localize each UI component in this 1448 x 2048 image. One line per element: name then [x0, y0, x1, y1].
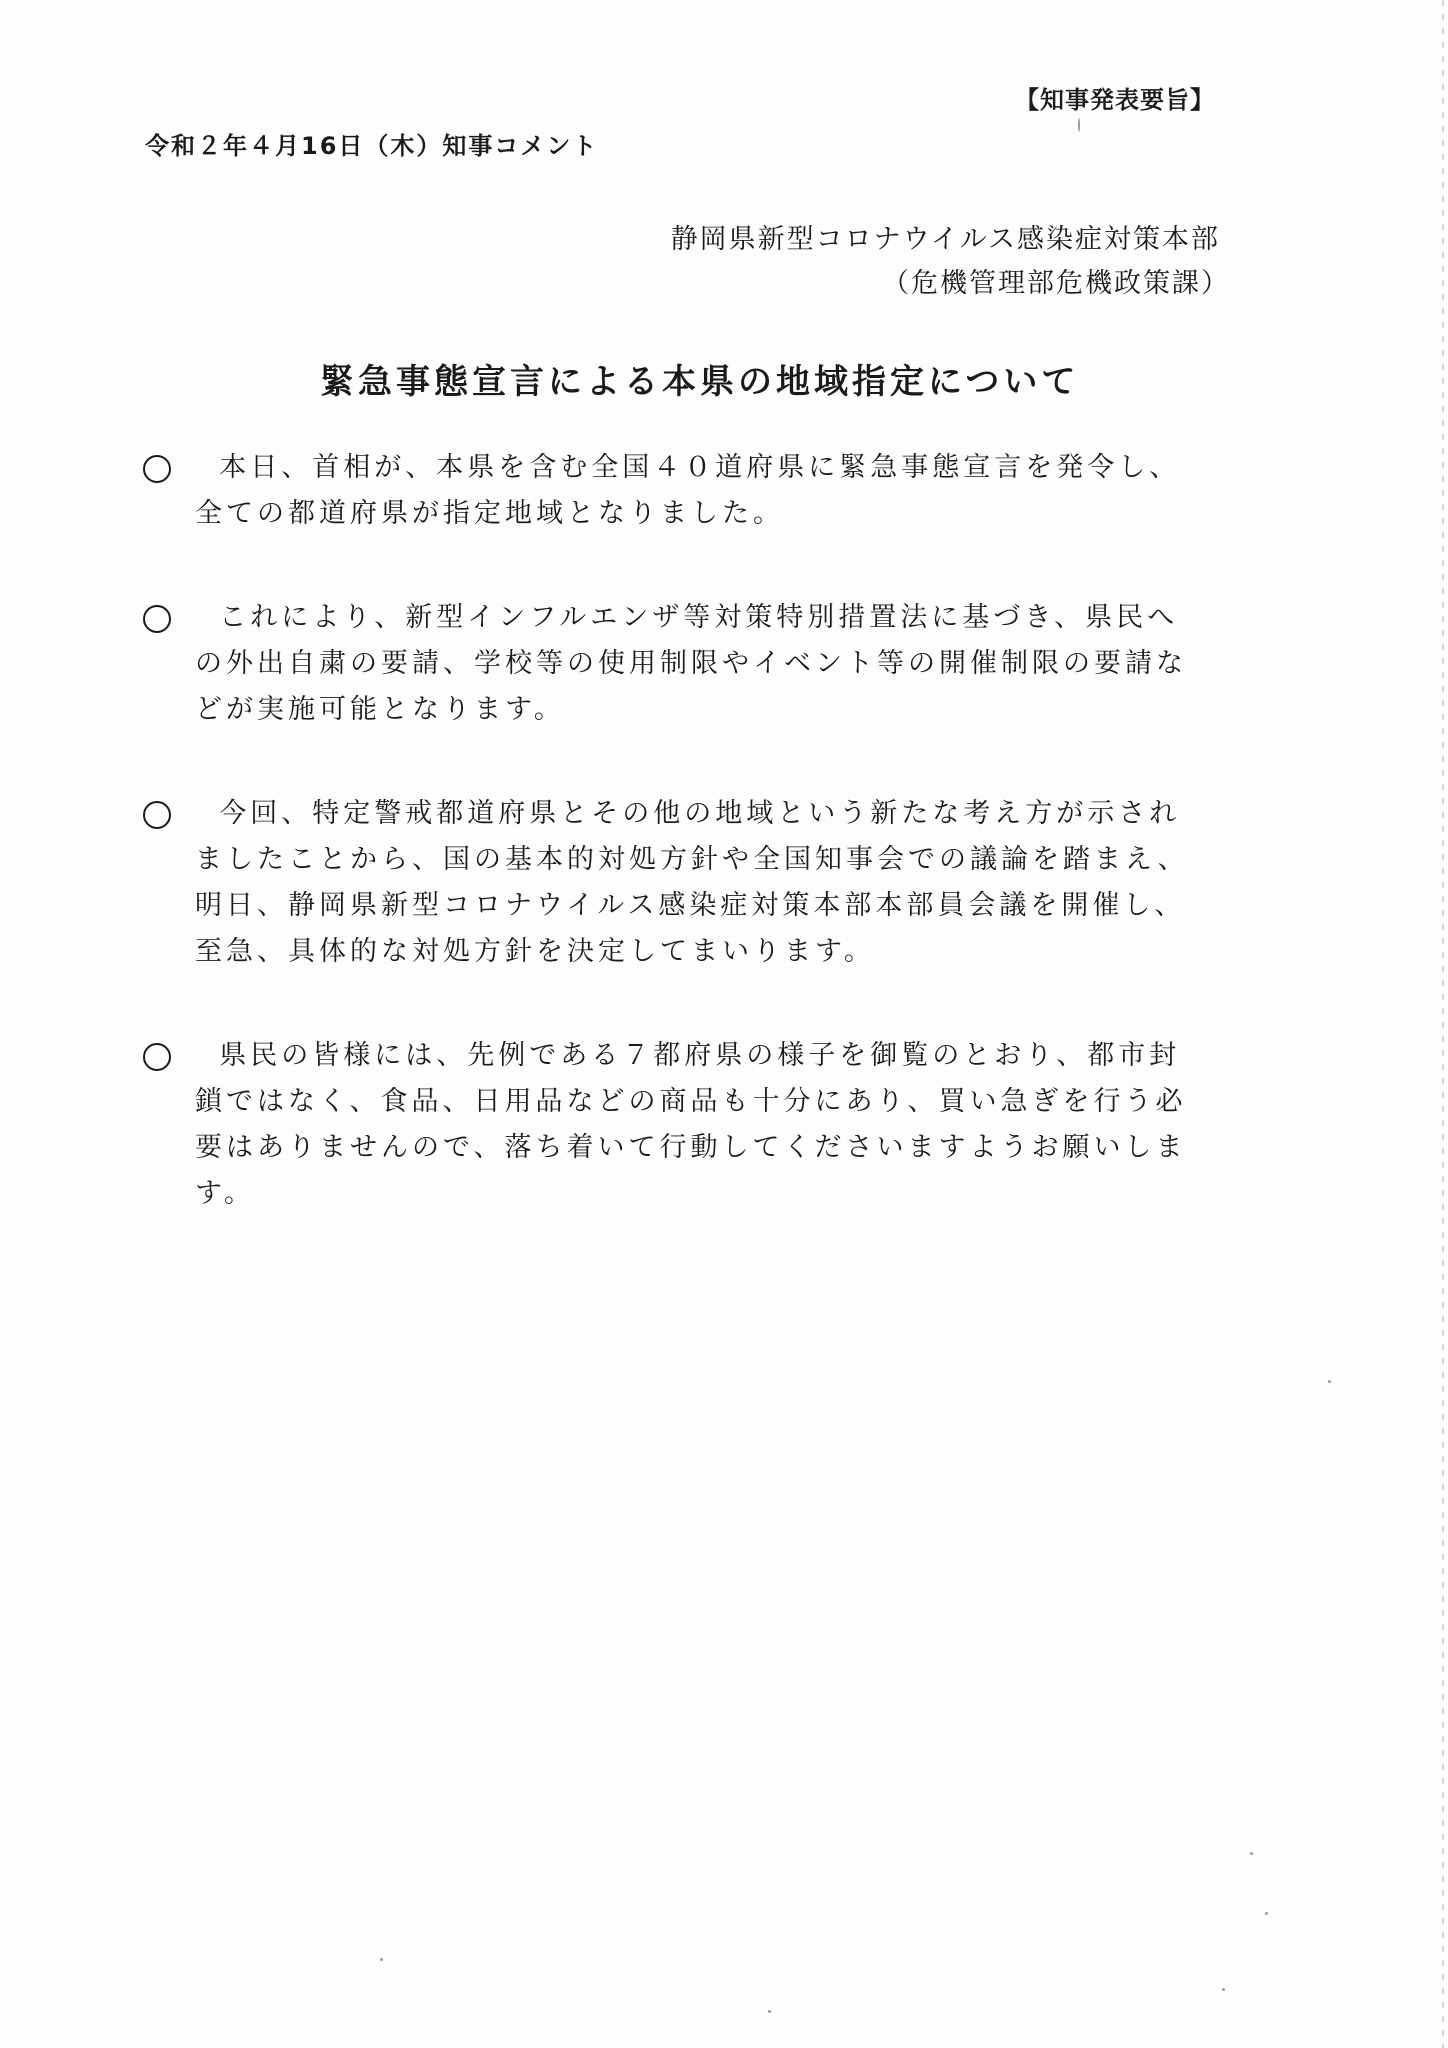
organization-block	[670, 218, 1230, 306]
document-title: 緊急事態宣言による本県の地域指定について	[320, 362, 1080, 402]
scan-edge	[1442, 0, 1444, 2048]
item-line: どが実施可能となります。	[195, 694, 565, 725]
item-line: 今回、特定警戒都道府県とその他の地域という新たな考え方が示され	[219, 798, 1181, 829]
item-line: 本日、首相が、本県を含む全国４０道府県に緊急事態宣言を発令し、	[219, 452, 1181, 483]
scan-speck	[1250, 1852, 1253, 1855]
announcement-tag: 【知事発表要旨】	[1015, 86, 1215, 114]
circle-bullet-icon	[143, 1043, 171, 1071]
item-line: す。	[195, 1178, 255, 1209]
scan-speck	[768, 2010, 771, 2013]
list-item	[143, 595, 1263, 733]
item-line: ましたことから、国の基本的対処方針や全国知事会での議論を踏まえ、	[195, 844, 1189, 875]
scan-speck	[1078, 118, 1080, 132]
scan-speck	[1328, 1380, 1331, 1383]
organization-name: 静岡県新型コロナウイルス感染症対策本部	[670, 224, 1220, 255]
scan-speck	[380, 1958, 383, 1961]
circle-bullet-icon	[143, 801, 171, 829]
scan-speck	[1222, 1988, 1225, 1991]
item-line: 県民の皆様には、先例である７都府県の様子を御覧のとおり、都市封	[219, 1040, 1181, 1071]
list-item	[143, 1033, 1263, 1217]
item-line: 明日、静岡県新型コロナウイルス感染症対策本部本部員会議を開催し、	[195, 890, 1186, 921]
date-line: 令和２年４月16日（木）知事コメント	[145, 132, 599, 160]
item-line: 鎖ではなく、食品、日用品などの商品も十分にあり、買い急ぎを行う必	[195, 1086, 1187, 1117]
item-line: 全ての都道府県が指定地域となりました。	[195, 498, 784, 529]
item-line: 要はありませんので、落ち着いて行動してくださいますようお願いしま	[195, 1132, 1187, 1163]
item-line: 至急、具体的な対処方針を決定してまいります。	[195, 936, 875, 967]
scan-speck	[1265, 1912, 1268, 1915]
item-list	[143, 445, 1263, 1275]
item-line: の外出自粛の要請、学校等の使用制限やイベント等の開催制限の要請な	[195, 648, 1187, 679]
list-item	[143, 445, 1263, 537]
list-item	[143, 791, 1263, 975]
organization-department: （危機管理部危機政策課）	[882, 268, 1230, 299]
circle-bullet-icon	[143, 605, 171, 633]
circle-bullet-icon	[143, 455, 171, 483]
item-line: これにより、新型インフルエンザ等対策特別措置法に基づき、県民へ	[219, 602, 1179, 633]
